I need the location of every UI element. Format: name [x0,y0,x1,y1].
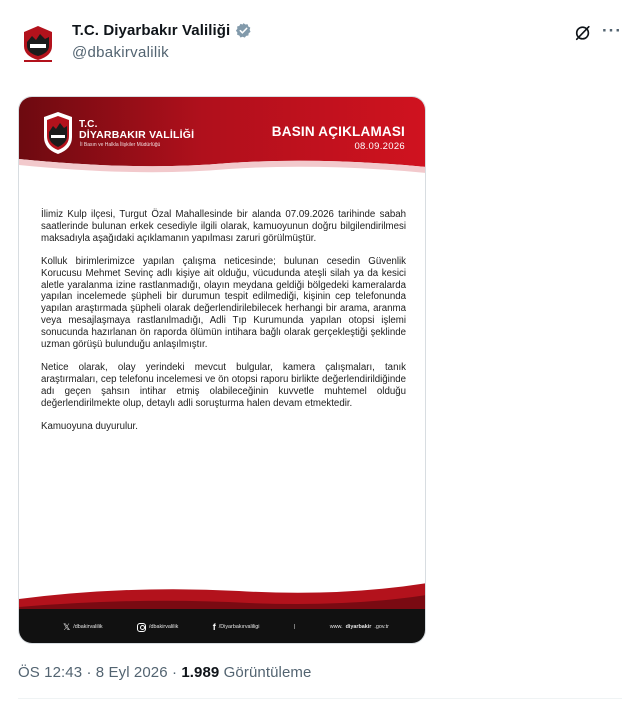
press-release-image[interactable] [18,96,426,644]
tweet-actions [574,20,622,42]
more-options-icon[interactable]: ··· [602,20,622,40]
facebook-handle: /Diyarbakırvaliligi [218,624,260,630]
press-release-body [41,209,406,444]
logo-tc-text: T.C. [79,119,98,130]
facebook-icon: f [212,621,216,632]
views-count[interactable]: 1.989 [181,664,220,681]
press-release-title: BASIN AÇIKLAMASI [271,124,405,139]
verified-badge-icon[interactable] [235,22,252,39]
website-prefix: www. [329,624,343,630]
website-domain: diyarbakir [345,624,372,630]
footer-instagram [137,623,178,632]
seal-logo-icon [41,111,75,155]
instagram-handle: /dbakirvalilik [149,624,179,630]
press-footer [19,609,426,644]
author-handle[interactable]: @dbakirvalilik [72,44,169,61]
footer-separator: | [293,624,296,630]
x-handle: /dbakirvalilik [73,624,103,630]
divider [18,698,622,699]
instagram-icon [137,623,146,632]
paragraph: İlimiz Kulp ilçesi, Turgut Özal Mahallesinde bir alanda 07.09.2026 tarihinde sabah saatlerinde bulunan erkek cesediyle ilgili olarak, kamuoyunun doğru bilgilendirilmesi maksadıyla aşağıdaki açıklamanın yapılması zaruri görülmüştür. [41,209,406,244]
tweet-meta [18,664,311,681]
footer-facebook [213,623,260,632]
author-name[interactable]: T.C. Diyarbakır Valiliği [72,22,231,39]
tweet-author [72,22,252,61]
press-release-date: 08.09.2026 [354,141,405,152]
grok-icon[interactable] [574,24,592,42]
footer-website [330,624,389,630]
views-label[interactable]: Görüntüleme [219,664,312,681]
paragraph: Netice olarak, olay yerindeki mevcut bulgular, kamera çalışmaları, tanık araştırmaları, cep telefonu incelemesi ve ön otopsi raporu birlikte değerlendirildiğinde adı geçen şahsın intihar etmiş olabileceğinin kuvvetle muhtemel olduğu değerlendirilmekte olup, detaylı adli soruşturma halen devam etmektedir. [41,361,406,409]
x-logo-icon: 𝕏 [63,621,71,632]
paragraph: Kamuoyuna duyurulur. [41,420,138,432]
avatar[interactable] [18,22,58,64]
footer-x [63,623,103,632]
website-suffix: .gov.tr [374,624,389,630]
logo-subtitle: İl Basın ve Halkla İlişkiler Müdürlüğü [80,142,161,148]
paragraph: Kolluk birimlerimizce yapılan çalışma neticesinde; bulunan cesedin Güvenlik Korucusu Mehmet Sevinç adlı kişiye ait olduğu, vücudunda ateşli silah ya da kesici aletle yaralanma izine rastlanmadığı, olayın meydana geldiği bölgedeki kameralarda yapılan incelemede şüpheli bir durumun tespit edilmediği, kişinin cep telefonunda yapılan araştırmada şüpheli olarak değerlendirilebilecek herhangi bir arama, aranma veya mesajlaşmaya rastlanılmadığı, Adli Tıp Kurumunda yapılan otopsi işlemi sonucunda hazırlanan ön raporda ölümün intihara bağlı olarak gerçekleştiği şeklinde uzman görüşü bulunduğu anlaşılmıştır. [41,255,406,351]
logo-name-text: DİYARBAKIR VALİLİĞİ [79,129,195,141]
tweet-timestamp[interactable]: ÖS 12:43 · 8 Eyl 2026 · [18,664,182,681]
